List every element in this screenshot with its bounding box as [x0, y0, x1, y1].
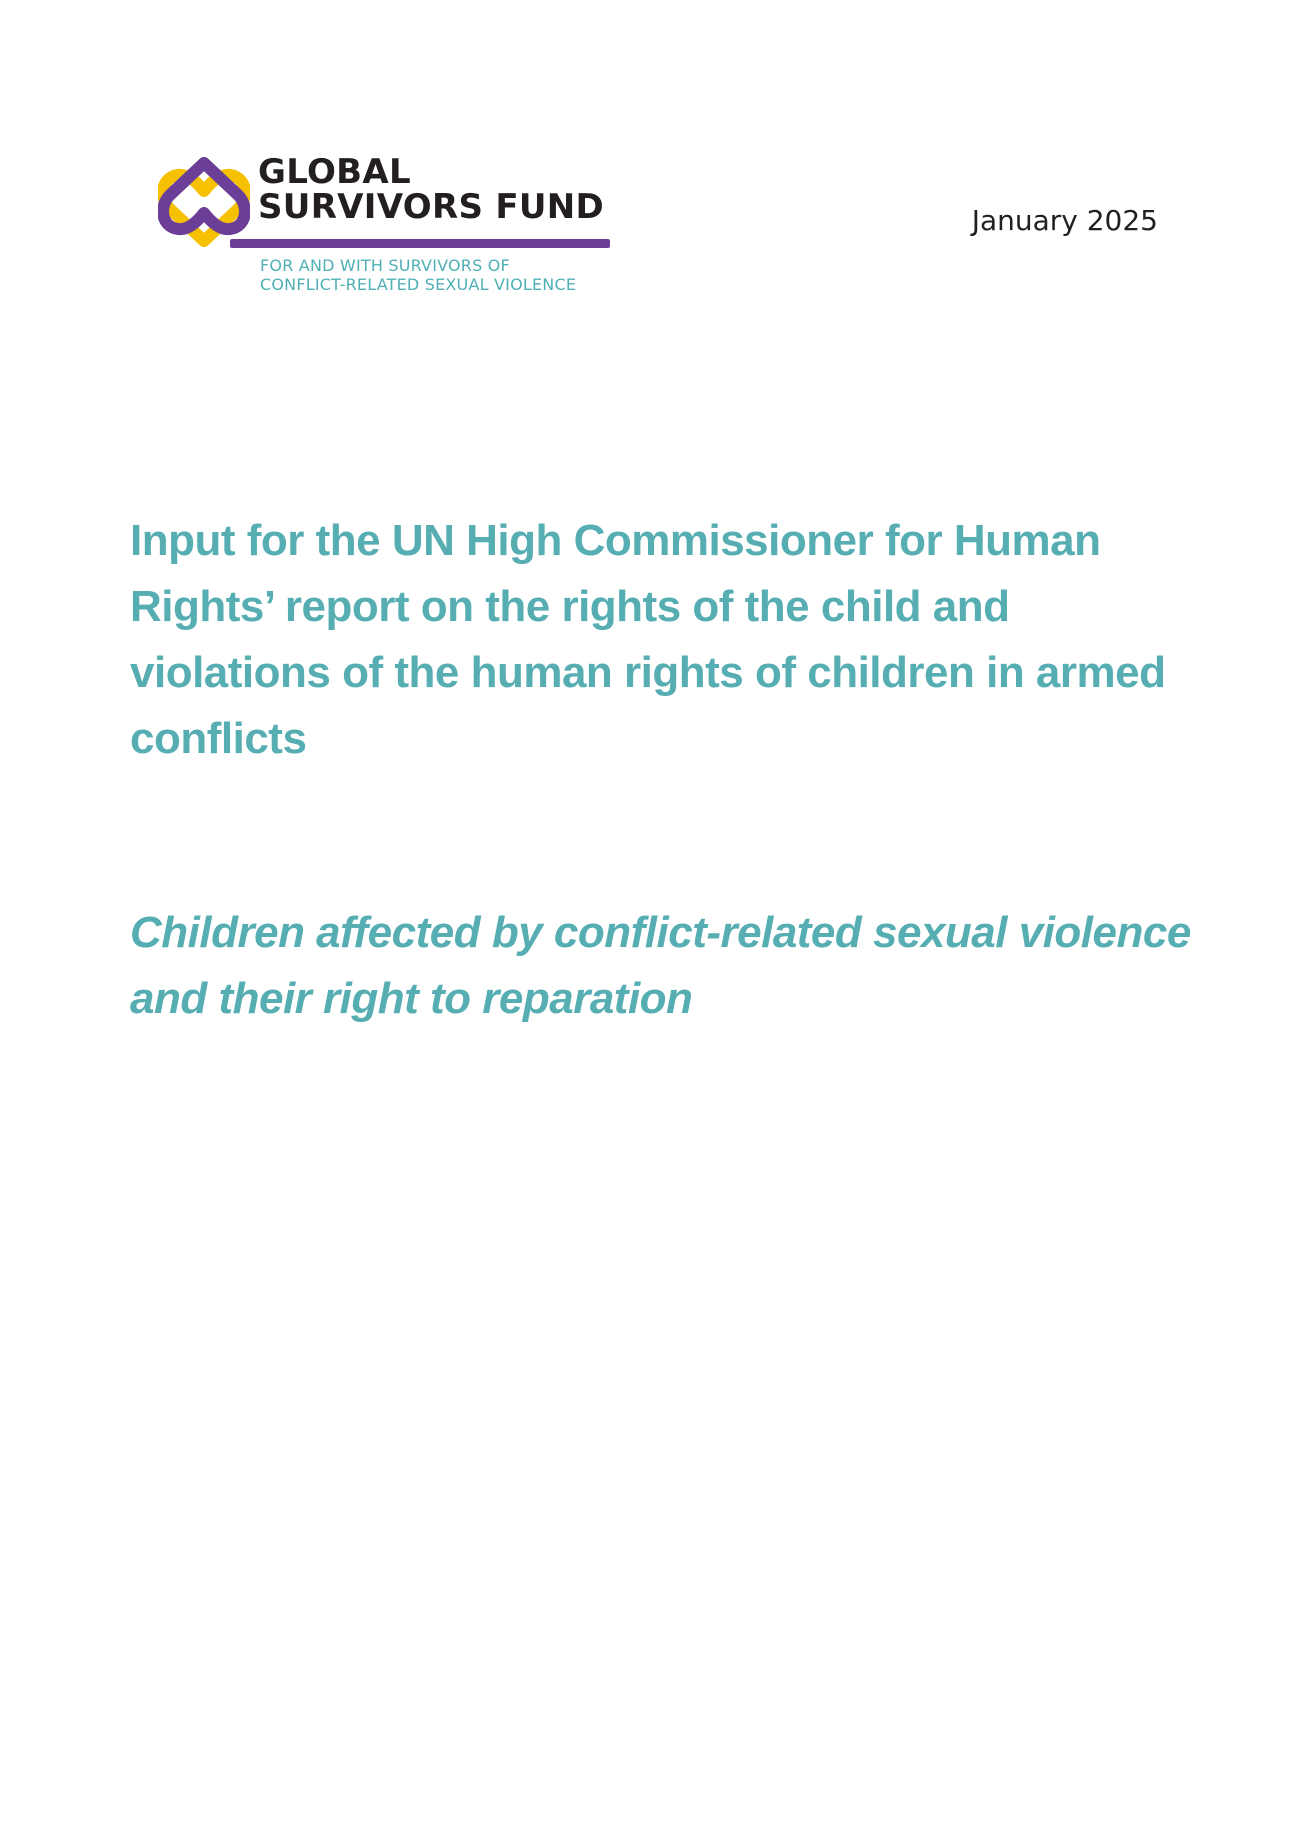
logo-tagline	[260, 256, 576, 294]
document-subtitle: Children affected by conflict-related sexual violence and their right to reparation	[130, 908, 1191, 1023]
logo-wordmark	[258, 152, 605, 227]
interlinked-hearts-icon	[158, 157, 250, 247]
document-title: Input for the UN High Commissioner for Human Rights’ report on the rights of the child and violations of the human rights of children in armed conflicts	[130, 516, 1166, 763]
document-date: January 2025	[971, 204, 1158, 237]
logo-tagline-line2: CONFLICT-RELATED SEXUAL VIOLENCE	[260, 275, 577, 294]
logo-name-line2: SURVIVORS FUND	[258, 187, 605, 227]
organization-logo	[158, 152, 618, 295]
logo-tagline-line1: FOR AND WITH SURVIVORS OF	[260, 256, 510, 275]
logo-name-line1: GLOBAL	[258, 152, 411, 192]
logo-underline-bar	[230, 239, 610, 248]
